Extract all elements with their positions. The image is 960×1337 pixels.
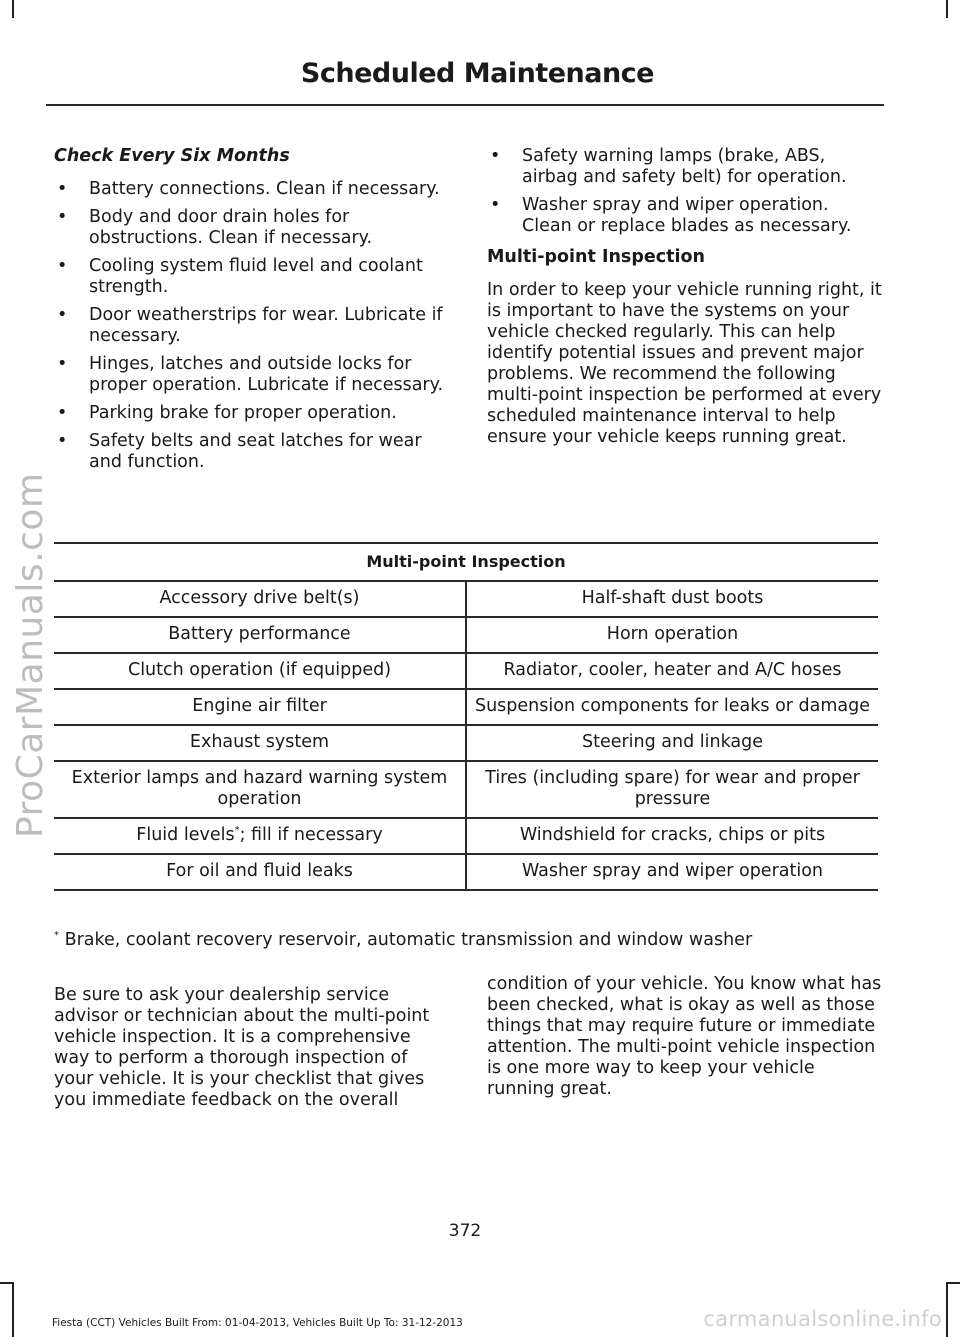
title-divider [46,104,884,106]
footnote-text: Brake, coolant recovery reservoir, automatic transmission and window washer [59,930,753,950]
footer-vehicle-info: Fiesta (CCT) Vehicles Built From: 01-04-2013, Vehicles Built Up To: 31-12-2013 [52,1317,463,1329]
table-cell-suffix: ; fill if necessary [239,825,383,845]
table-cell: Accessory drive belt(s) [54,581,466,617]
list-item-text: Cooling system fluid level and coolant strength. [89,256,423,297]
list-item [487,146,882,188]
right-column [487,146,882,448]
footer-watermark: carmanualsonline.info [703,1307,942,1331]
table-cell: Tires (including spare) for wear and proper pressure [466,761,878,818]
table-cell: Clutch operation (if equipped) [54,653,466,689]
bullet-icon: • [57,431,68,451]
list-item-text: Washer spray and wiper operation. Clean or replace blades as necessary. [522,195,852,236]
table-row [54,617,878,653]
bullet-icon: • [57,305,68,325]
table-cell: Engine air filter [54,689,466,725]
multi-point-inspection-table [54,542,878,891]
table-row [54,689,878,725]
footnote-marker: * [234,825,240,837]
left-column [54,146,449,480]
table-cell: Windshield for cracks, chips or pits [466,818,878,854]
list-item [54,256,449,298]
table-cell: Exterior lamps and hazard warning system operation [54,761,466,818]
table-row [54,581,878,617]
side-watermark: ProCarManuals.com [10,472,51,838]
list-item-text: Hinges, latches and outside locks for proper operation. Lubricate if necessary. [89,354,444,395]
table-cell: Battery performance [54,617,466,653]
table-cell: Suspension components for leaks or damage [466,689,878,725]
closing-paragraph-left: Be sure to ask your dealership service advisor or technician about the multi-point vehicle inspection. It is a comprehensive way to perform a thorough inspection of your vehicle. It is your checklist that gives you immediate feedback on the overall [54,985,430,1110]
table-row [54,761,878,818]
crop-mark [946,1282,948,1337]
bullet-icon: • [57,354,68,374]
table-cell: Horn operation [466,617,878,653]
table-cell: Half-shaft dust boots [466,581,878,617]
section-heading-six-months: Check Every Six Months [54,146,290,166]
table-cell: Exhaust system [54,725,466,761]
list-item-text: Battery connections. Clean if necessary. [89,179,440,199]
list-item [487,195,882,237]
bullet-icon: • [490,195,501,215]
list-item [54,207,449,249]
table-cell: Radiator, cooler, heater and A/C hoses [466,653,878,689]
footnote-marker: * [54,930,59,942]
page-title: Scheduled Maintenance [300,58,654,89]
table-row [54,725,878,761]
closing-paragraph-right: condition of your vehicle. You know what has been checked, what is okay as well as those things that may require future or immediate attention. The multi-point vehicle inspection is one more way to keep your vehicle running great. [487,974,882,1099]
list-item [54,431,449,473]
table-cell: For oil and fluid leaks [54,854,466,890]
list-item-text: Parking brake for proper operation. [89,403,397,423]
crop-mark [946,1282,960,1284]
table-header-row [54,543,878,581]
list-item-text: Safety belts and seat latches for wear and function. [89,431,422,472]
bullet-icon: • [490,146,501,166]
six-month-checklist-continued [487,146,882,237]
crop-mark [946,0,948,18]
bullet-icon: • [57,207,68,227]
table-cell-text: Fluid levels [136,825,235,845]
list-item-text: Safety warning lamps (brake, ABS, airbag and safety belt) for operation. [522,146,847,187]
section-heading-multi-point: Multi-point Inspection [487,247,705,267]
table-row [54,653,878,689]
list-item [54,403,449,424]
bullet-icon: • [57,179,68,199]
table-row [54,854,878,890]
list-item-text: Body and door drain holes for obstructions. Clean if necessary. [89,207,373,248]
multi-point-intro-paragraph: In order to keep your vehicle running right, it is important to have the systems on your vehicle checked regularly. This can help identify potential issues and prevent major problems. We recommend the following multi-point inspection be performed at every scheduled maintenance interval to help ensure your vehicle keeps running great. [487,280,882,447]
list-item [54,305,449,347]
crop-mark [12,0,14,18]
list-item [54,179,449,200]
six-month-checklist [54,179,449,473]
page-number: 372 [448,1221,482,1241]
table-title: Multi-point Inspection [54,543,878,581]
list-item [54,354,449,396]
crop-mark [12,1282,14,1337]
bullet-icon: • [57,403,68,423]
table-cell: Steering and linkage [466,725,878,761]
list-item-text: Door weatherstrips for wear. Lubricate if necessary. [89,305,443,346]
bullet-icon: • [57,256,68,276]
table-cell-fluid-levels [54,818,466,854]
crop-mark [0,1282,14,1284]
table-footnote [54,930,884,951]
table-row [54,818,878,854]
table-cell: Washer spray and wiper operation [466,854,878,890]
